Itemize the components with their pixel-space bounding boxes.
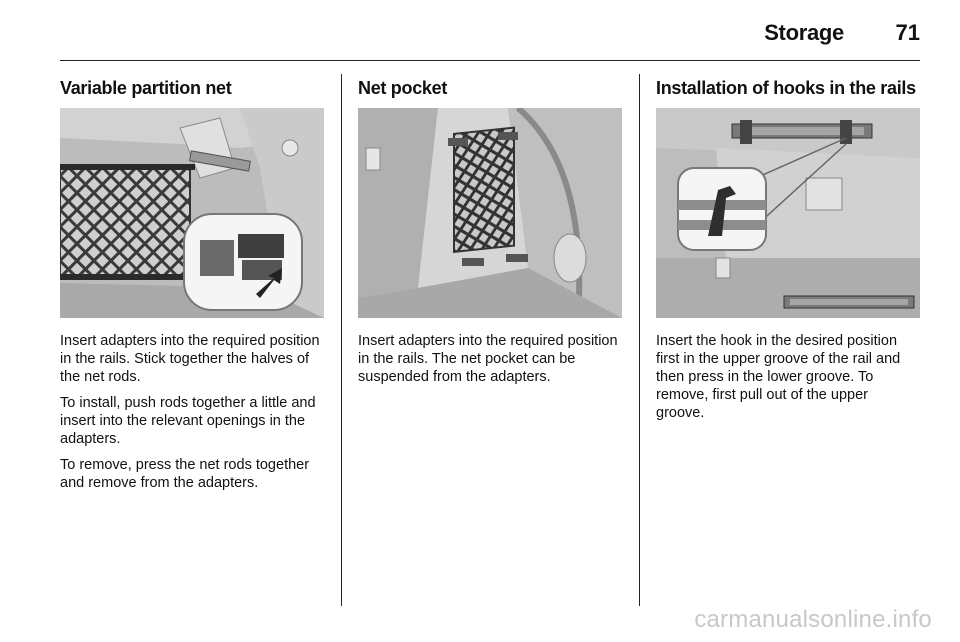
hooks-rails-drawing [656,108,920,318]
net-pocket-drawing [358,108,622,318]
section-text [60,332,324,492]
watermark: carmanualsonline.info [694,606,932,633]
section-heading: Installation of hooks in the rails [656,78,916,98]
column-hooks-installation [656,74,920,430]
header-rule [60,60,920,61]
paragraph: Insert adapters into the required position in the rails. The net pocket can be suspended from the adapters. [358,333,618,385]
partition-net-drawing [60,108,324,318]
paragraph: To install, push rods together a little and insert into the relevant openings in the adapters. [60,395,316,447]
column-divider [341,74,342,606]
column-net-pocket [358,74,622,394]
section-title: Storage [764,20,844,45]
partition-net-illustration [60,108,324,318]
net-pocket-illustration [358,108,622,318]
column-variable-partition-net [60,74,324,500]
paragraph: Insert adapters into the required position in the rails. Stick together the halves of the net rods. [60,333,320,385]
column-divider [639,74,640,606]
paragraph: To remove, press the net rods together and remove from the adapters. [60,457,310,491]
page-number: 71 [895,20,920,45]
page-header [60,18,920,48]
paragraph: Insert the hook in the desired position first in the upper groove of the rail and then press in the lower groove. To remove, first pull out of the upper groove. [656,333,901,421]
hooks-rails-illustration [656,108,920,318]
section-heading: Variable partition net [60,78,232,98]
section-text [656,332,920,422]
section-text [358,332,622,386]
section-heading: Net pocket [358,78,448,98]
